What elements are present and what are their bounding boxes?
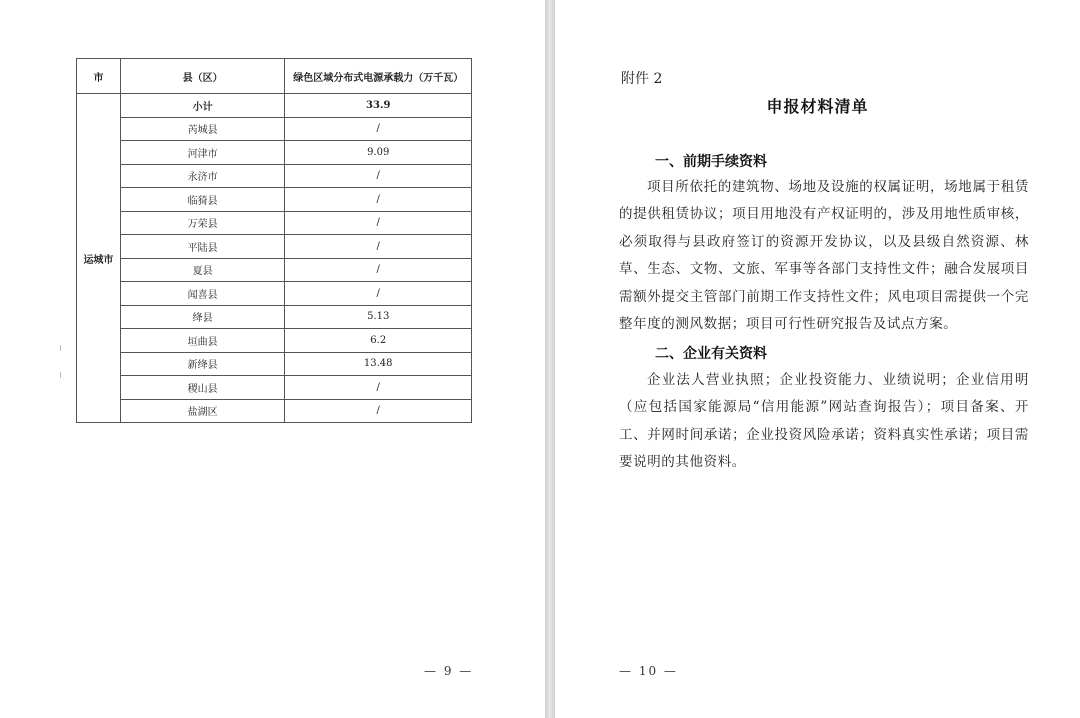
county-cell: 稷山县: [120, 376, 285, 400]
capacity-table: [76, 58, 472, 423]
section-body: 企业法人营业执照；企业投资能力、业绩说明；企业信用明（应包括国家能源局“信用能源”网站查询报告）；项目备案、开工、并网时间承诺；企业投资风险承诺；资料真实性承诺；项目需要说明的其他资料。: [619, 372, 1029, 471]
annex-label: 附件 2: [621, 71, 663, 87]
page-number: — 10 —: [619, 664, 678, 678]
county-cell: 小计: [120, 94, 285, 118]
value-cell: /: [285, 188, 472, 212]
value-cell: 33.9: [285, 94, 472, 118]
county-cell: 盐湖区: [120, 399, 285, 423]
county-cell: 夏县: [120, 258, 285, 282]
county-cell: 绛县: [120, 305, 285, 329]
table-row: [77, 305, 472, 329]
header-capacity: 绿色区域分布式电源承载力（万千瓦）: [285, 59, 472, 94]
table-header-row: [77, 59, 472, 94]
section-heading: 二、企业有关资料: [655, 346, 767, 362]
section-heading: 一、前期手续资料: [655, 154, 767, 170]
margin-mark: [60, 372, 61, 378]
table-row: [77, 141, 472, 165]
table-row: [77, 282, 472, 306]
value-cell: /: [285, 117, 472, 141]
county-cell: 新绛县: [120, 352, 285, 376]
value-cell: 13.48: [285, 352, 472, 376]
value-cell: /: [285, 399, 472, 423]
county-cell: 河津市: [120, 141, 285, 165]
value-cell: /: [285, 258, 472, 282]
value-cell: /: [285, 164, 472, 188]
table-row: [77, 399, 472, 423]
table-row: [77, 235, 472, 259]
county-cell: 平陆县: [120, 235, 285, 259]
value-cell: /: [285, 235, 472, 259]
page-number: — 9 —: [424, 664, 474, 678]
table-row: [77, 94, 472, 118]
city-cell: 运城市: [77, 94, 121, 423]
county-cell: 芮城县: [120, 117, 285, 141]
table-row: [77, 164, 472, 188]
county-cell: 永济市: [120, 164, 285, 188]
value-cell: /: [285, 282, 472, 306]
section-body: 项目所依托的建筑物、场地及设施的权属证明，场地属于租赁的提供租赁协议；项目用地没有产权证明的，涉及用地性质审核，必须取得与县政府签订的资源开发协议，以及县级自然资源、林草、生态、文物、文旅、军事等各部门支持性文件；融合发展项目需额外提交主管部门前期工作支持性文件；风电项目需提供一个完整年度的测风数据；项目可行性研究报告及试点方案。: [619, 179, 1029, 333]
table-row: [77, 329, 472, 353]
table-row: [77, 376, 472, 400]
county-cell: 万荣县: [120, 211, 285, 235]
document-title: 申报材料清单: [766, 97, 869, 116]
margin-mark: [60, 345, 61, 351]
header-county: 县（区）: [120, 59, 285, 94]
value-cell: /: [285, 376, 472, 400]
county-cell: 闻喜县: [120, 282, 285, 306]
value-cell: 5.13: [285, 305, 472, 329]
page-gutter: [545, 0, 555, 718]
county-cell: 垣曲县: [120, 329, 285, 353]
right-page: [555, 0, 1080, 718]
table-row: [77, 258, 472, 282]
table-row: [77, 117, 472, 141]
header-city: 市: [77, 59, 121, 94]
county-cell: 临猗县: [120, 188, 285, 212]
table-row: [77, 352, 472, 376]
value-cell: 9.09: [285, 141, 472, 165]
table-row: [77, 188, 472, 212]
value-cell: 6.2: [285, 329, 472, 353]
table-row: [77, 211, 472, 235]
value-cell: /: [285, 211, 472, 235]
